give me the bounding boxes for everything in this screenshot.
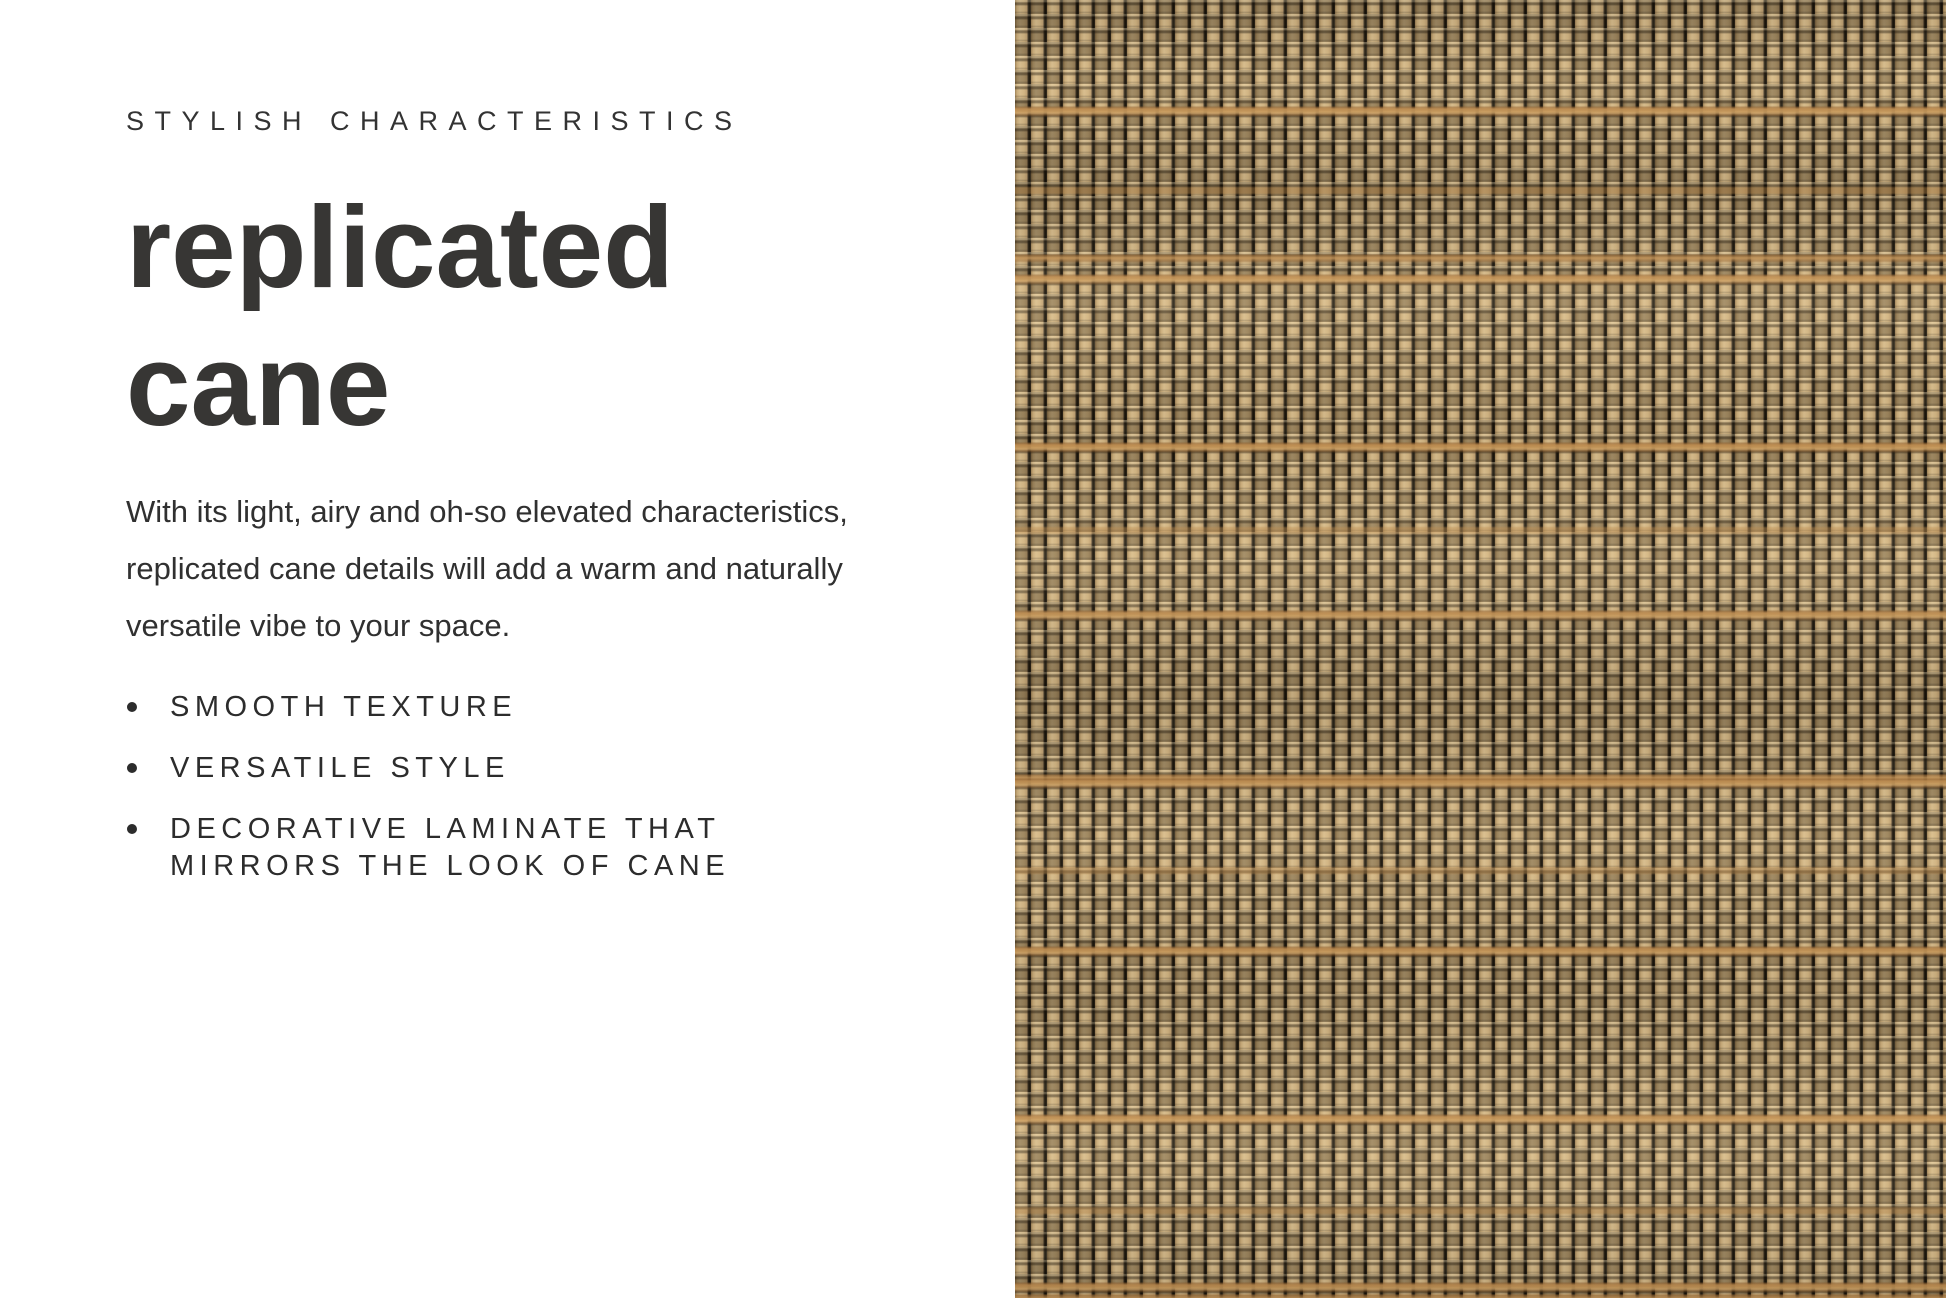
- page-title: replicated cane: [126, 182, 674, 450]
- feature-list: [126, 689, 790, 885]
- cane-texture-image: [1015, 0, 1946, 1298]
- list-item: DECORATIVE LAMINATE THAT MIRRORS THE LOOK OF CANE: [126, 811, 790, 885]
- list-item: VERSATILE STYLE: [126, 750, 790, 787]
- description-paragraph: With its light, airy and oh-so elevated characteristics, replicated cane details will add a warm and naturally versatile vibe to your space.: [126, 494, 848, 643]
- eyebrow-label: STYLISH CHARACTERISTICS: [126, 106, 743, 136]
- list-item: SMOOTH TEXTURE: [126, 689, 790, 726]
